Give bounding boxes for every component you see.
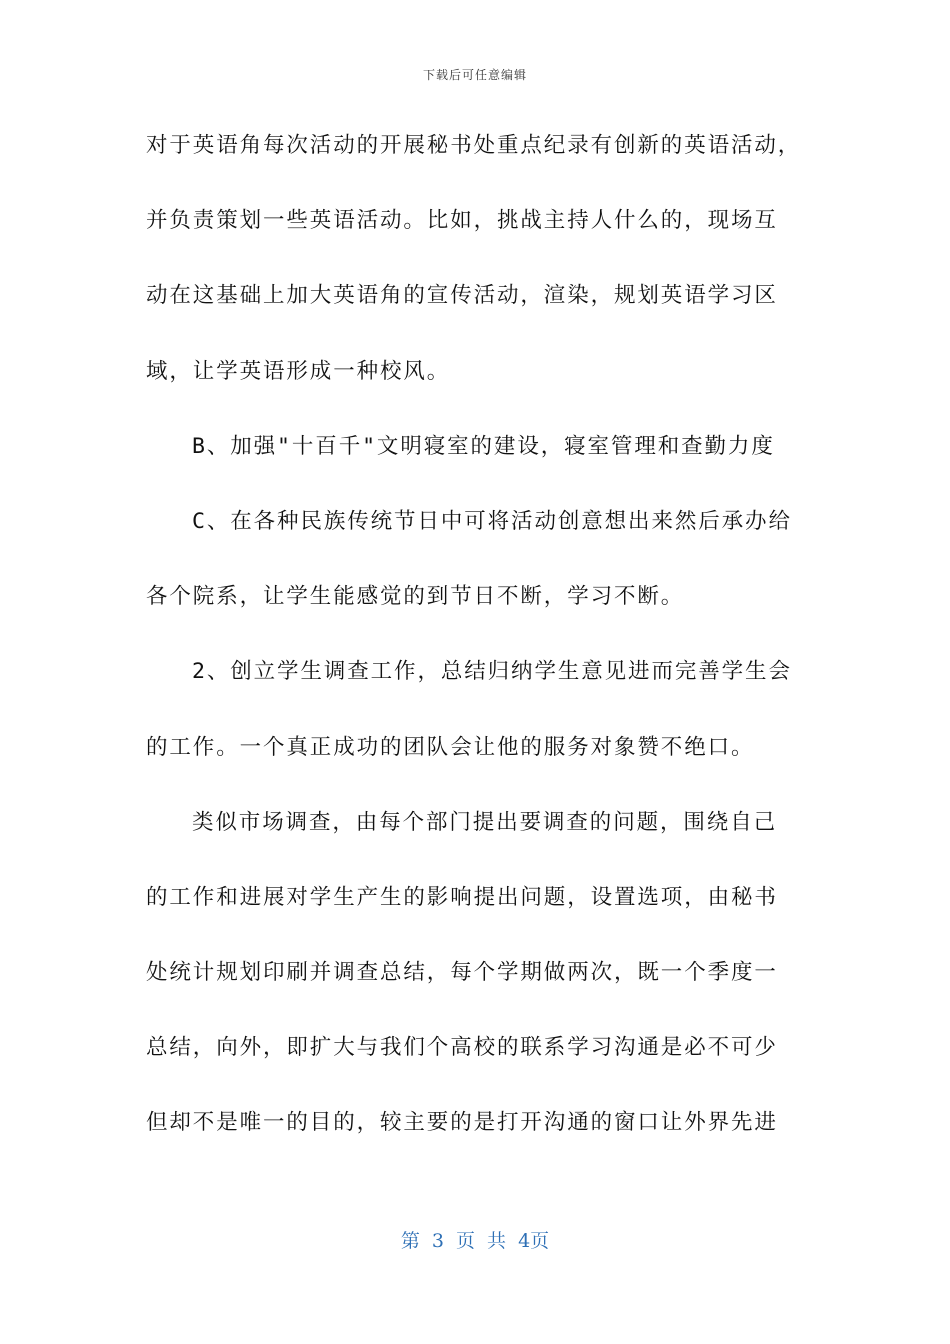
body-text (146, 122, 816, 1175)
text-line-11: 的工作和进展对学生产生的影响提出问题，设置选项，由秘书 (146, 884, 778, 910)
text-line-8: 2、创立学生调查工作，总结归纳学生意见进而完善学生会 (192, 659, 792, 685)
text-line-4: 域，让学英语形成一种校风。 (146, 358, 451, 384)
page-footer: 第 3 页 共 4页 (400, 1230, 550, 1252)
text-line-6: C、在各种民族传统节日中可将活动创意想出来然后承办给 (192, 508, 792, 534)
text-line-1: 对于英语角每次活动的开展秘书处重点纪录有创新的英语活动， (146, 133, 802, 158)
text-line-3: 动在这基础上加大英语角的宣传活动，渲染，规划英语学习区 (146, 283, 778, 309)
text-line-5: B、加强"十百千"文明寝室的建设，寝室管理和查勤力度 (192, 433, 775, 459)
text-line-9: 的工作。一个真正成功的团队会让他的服务对象赞不绝口。 (146, 734, 755, 760)
text-line-7: 各个院系，让学生能感觉的到节日不断，学习不断。 (146, 584, 685, 610)
page-header: 下载后可任意编辑 (422, 68, 527, 82)
text-line-2: 并负责策划一些英语活动。比如，挑战主持人什么的，现场互 (146, 208, 778, 234)
text-line-12: 处统计规划印刷并调查总结，每个学期做两次，既一个季度一 (146, 960, 778, 986)
text-line-14: 但却不是唯一的目的，较主要的是打开沟通的窗口让外界先进 (146, 1110, 778, 1136)
text-line-13: 总结，向外，即扩大与我们个高校的联系学习沟通是必不可少 (146, 1035, 778, 1061)
text-line-10: 类似市场调查，由每个部门提出要调查的问题，围绕自己 (192, 809, 778, 835)
